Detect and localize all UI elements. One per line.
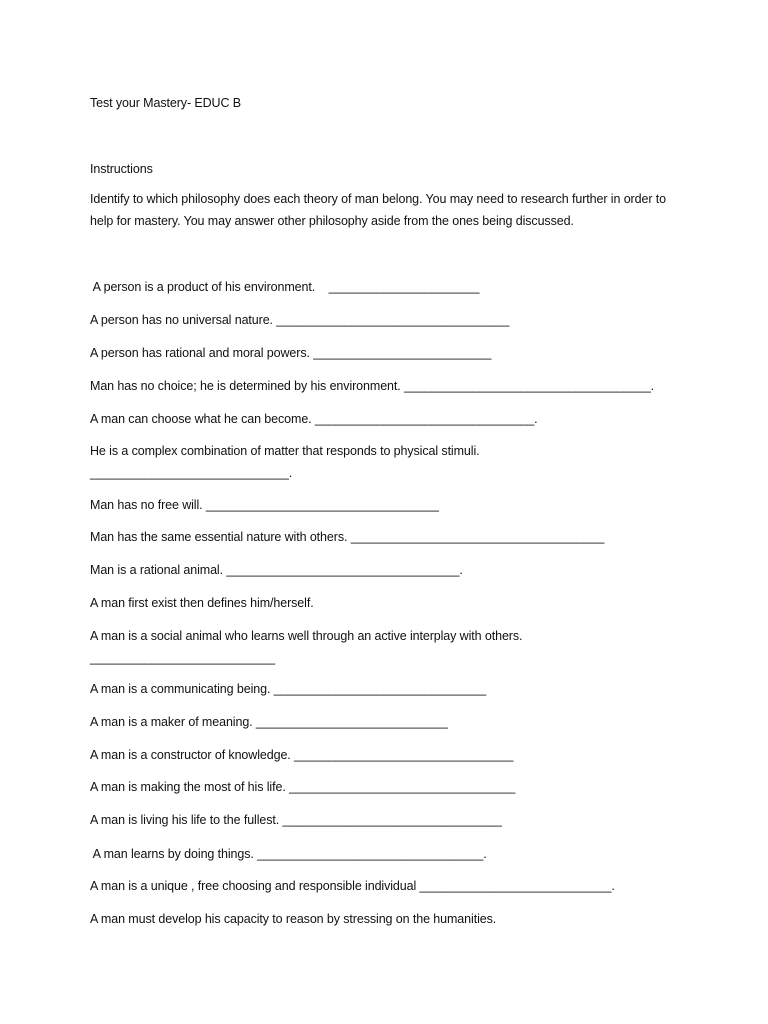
question-item: Man has no free will. __________________________________ <box>90 498 439 512</box>
question-item: Man has no choice; he is determined by his environment. ____________________________________. <box>90 379 655 393</box>
question-item: A person has no universal nature. __________________________________ <box>90 313 510 327</box>
question-item: A man must develop his capacity to reason by stressing on the humanities. <box>90 912 497 926</box>
question-item: A man first exist then defines him/herself. <box>90 596 314 610</box>
question-item: A man is a unique , free choosing and responsible individual ____________________________. <box>90 879 615 893</box>
question-item: A person is a product of his environment. ______________________ <box>90 280 480 294</box>
question-item: A man is a maker of meaning. ____________________________ <box>90 715 448 729</box>
question-item: He is a complex combination of matter that responds to physical stimuli. <box>90 444 480 458</box>
question-item: A man is living his life to the fullest. ________________________________ <box>90 813 502 827</box>
question-item: A man is a constructor of knowledge. ________________________________ <box>90 748 514 762</box>
document-title: Test your Mastery- EDUC B <box>90 96 242 110</box>
question-item: A man is a social animal who learns well through an active interplay with others. <box>90 629 523 643</box>
question-item: A man can choose what he can become. ________________________________. <box>90 412 538 426</box>
question-item: A man learns by doing things. _________________________________. <box>90 847 487 861</box>
answer-blank: ___________________________ <box>90 651 276 665</box>
answer-blank: _____________________________. <box>90 466 293 480</box>
question-item: Man is a rational animal. __________________________________. <box>90 563 463 577</box>
question-item: A man is making the most of his life. _________________________________ <box>90 780 516 794</box>
instructions-text: Identify to which philosophy does each theory of man belong. You may need to research further in order to help for mastery. You may answer other philosophy aside from the ones being discussed. <box>90 192 666 228</box>
instructions-heading: Instructions <box>90 162 153 176</box>
question-item: A man is a communicating being. _______________________________ <box>90 682 487 696</box>
question-item: Man has the same essential nature with others. _____________________________________ <box>90 530 605 544</box>
question-item: A person has rational and moral powers. __________________________ <box>90 346 492 360</box>
